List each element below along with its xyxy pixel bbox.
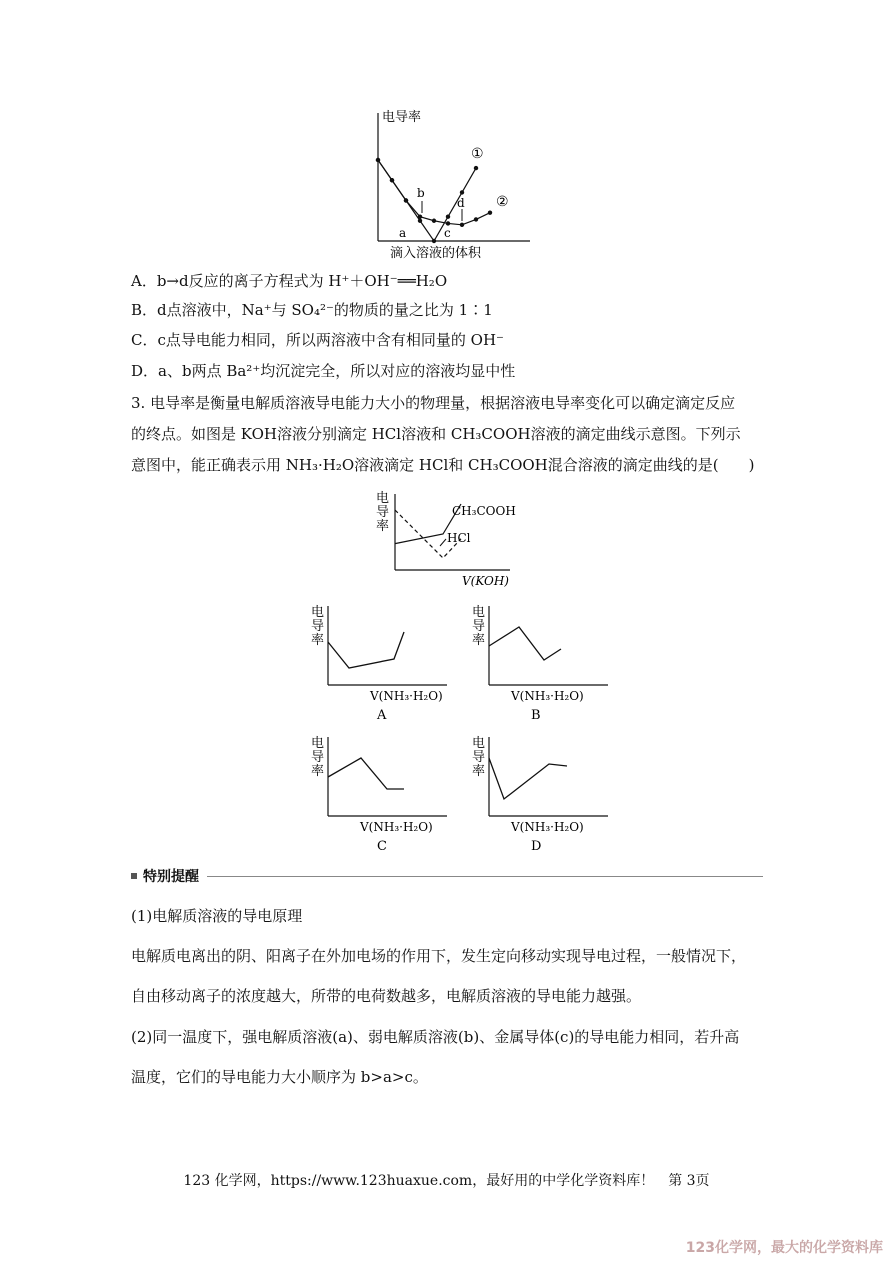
series-2-point: [390, 178, 394, 182]
y-label-char-3: 率: [311, 633, 325, 648]
choice-chart-a: [307, 602, 457, 727]
x-axis-label: V(KOH): [462, 574, 509, 588]
y-label-char-1: 电: [472, 605, 486, 620]
curve-label-1: ①: [471, 146, 484, 162]
series-2-point: [446, 221, 450, 225]
special-note-title: 特别提醒: [143, 869, 199, 885]
series-1-point: [446, 215, 450, 219]
series-2-point: [488, 210, 492, 214]
series-1-point: [474, 166, 478, 170]
series-label-ch3cooh: CH₃COOH: [452, 504, 516, 518]
y-label-char-3: 率: [311, 764, 325, 779]
series-2-point: [474, 217, 478, 221]
y-axis-label: 电导率: [382, 110, 422, 125]
y-label-char-2: 导: [311, 619, 325, 634]
q3-line-1: 3. 电导率是衡量电解质溶液导电能力大小的物理量，根据溶液电导率变化可以确定滴定反应: [131, 394, 736, 412]
note-p1-title: (1)电解质溶液的导电原理: [131, 907, 303, 925]
x-axis-label: V(NH₃·H₂O): [360, 820, 433, 834]
hcl-leader: [440, 539, 446, 546]
header-rule: [207, 876, 763, 877]
y-label-char-3: 率: [472, 633, 486, 648]
series-label-hcl: HCl: [447, 531, 471, 545]
special-note-header: [131, 866, 763, 886]
series-2-point: [404, 198, 408, 202]
choice-label-a: A: [377, 708, 387, 723]
option-a: A．b→d反应的离子方程式为 H⁺＋OH⁻══H₂O: [131, 272, 448, 290]
point-label-c: c: [444, 226, 451, 240]
series-2-point: [418, 215, 422, 219]
point-label-d: d: [457, 196, 465, 210]
point-label-a: a: [399, 226, 407, 240]
y-label-char-2: 导: [376, 505, 390, 520]
note-p1-line-1: 电解质电离出的阴、阳离子在外加电场的作用下，发生定向移动实现导电过程，一般情况下，: [131, 947, 747, 965]
page-footer: 123 化学网，https://www.123huaxue.com，最好用的中学化学资料库！ 第 3页: [183, 1173, 710, 1189]
option-b: B．d点溶液中，Na⁺与 SO₄²⁻的物质的量之比为 1∶1: [131, 301, 493, 319]
top-conductivity-chart: [360, 105, 550, 260]
series-line-2: [378, 160, 490, 225]
choice-chart-b: [468, 602, 618, 727]
note-p1-line-2: 自由移动离子的浓度越大，所带的电荷数越多，电解质溶液的导电能力越强。: [131, 987, 642, 1005]
curve: [489, 758, 567, 799]
note-p2-line-2: 温度，它们的导电能力大小顺序为 b>a>c。: [131, 1068, 428, 1086]
choice-chart-c: [307, 733, 457, 858]
x-axis-label: V(NH₃·H₂O): [370, 689, 443, 703]
y-label-char-1: 电: [376, 491, 390, 506]
y-label-char-1: 电: [311, 736, 325, 751]
x-axis-label: V(NH₃·H₂O): [511, 689, 584, 703]
q3-line-2: 的终点。如图是 KOH溶液分别滴定 HCl溶液和 CH₃COOH溶液的滴定曲线示意图。下列示: [131, 425, 741, 443]
series-1-point: [432, 239, 436, 243]
square-bullet-icon: [131, 873, 137, 879]
q3-line-3: 意图中，能正确表示用 NH₃·H₂O溶液滴定 HCl和 CH₃COOH混合溶液的滴定曲线的是( ): [131, 456, 755, 474]
y-label-char-3: 率: [376, 519, 390, 534]
y-label-char-1: 电: [311, 605, 325, 620]
x-axis-label: 滴入溶液的体积: [390, 246, 482, 260]
y-label-char-2: 导: [311, 750, 325, 765]
series-2-point: [376, 158, 380, 162]
note-p2-line-1: (2)同一温度下，强电解质溶液(a)、弱电解质溶液(b)、金属导体(c)的导电能力相同，若升高: [131, 1028, 740, 1046]
curve: [328, 632, 404, 668]
curve-label-2: ②: [496, 194, 509, 210]
x-axis-label: V(NH₃·H₂O): [511, 820, 584, 834]
point-label-b: b: [417, 186, 425, 200]
curve: [328, 758, 404, 789]
curve: [489, 627, 561, 660]
y-label-char-2: 导: [472, 619, 486, 634]
y-label-char-1: 电: [472, 736, 486, 751]
watermark: 123化学网，最大的化学资料库: [685, 1240, 883, 1256]
choice-chart-d: [468, 733, 618, 858]
series-2-point: [432, 219, 436, 223]
option-c: C．c点导电能力相同，所以两溶液中含有相同量的 OH⁻: [131, 331, 504, 349]
y-label-char-3: 率: [472, 764, 486, 779]
option-d: D．a、b两点 Ba²⁺均沉淀完全，所以对应的溶液均显中性: [131, 362, 516, 380]
koh-titration-chart: [372, 488, 522, 588]
series-2-point: [460, 223, 464, 227]
y-label-char-2: 导: [472, 750, 486, 765]
choice-label-c: C: [377, 839, 387, 854]
series-1-point: [418, 219, 422, 223]
choice-label-d: D: [531, 839, 542, 854]
series-1-point: [460, 190, 464, 194]
choice-label-b: B: [531, 708, 541, 723]
